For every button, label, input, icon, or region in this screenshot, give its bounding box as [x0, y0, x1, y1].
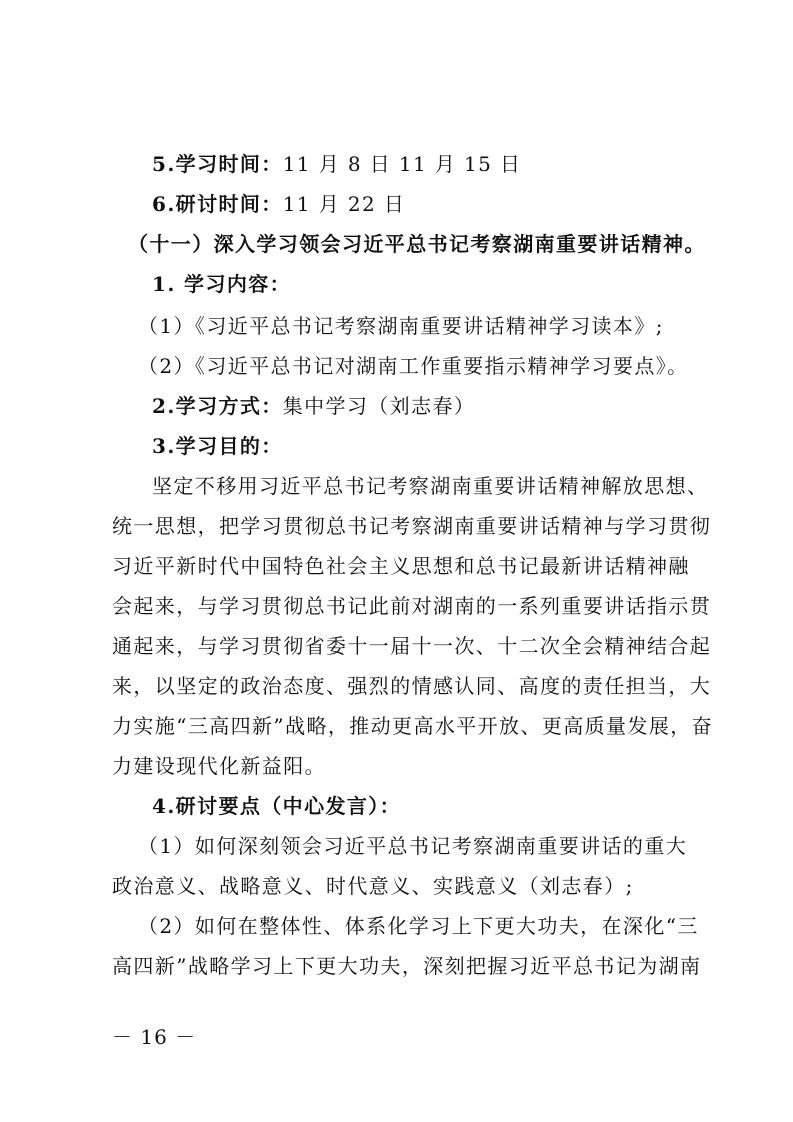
discussion-paragraph-line: （1）如何深刻领会习近平总书记考察湖南重要讲话的重大 — [138, 834, 688, 858]
study-purpose-heading: 3.学习目的： — [152, 434, 283, 458]
study-method-value: 集中学习（刘志春） — [282, 394, 476, 418]
purpose-paragraph-line: 来，以坚定的政治态度、强烈的情感认同、高度的责任担当，大 — [112, 674, 712, 698]
page-number: － 16 － — [112, 1025, 197, 1049]
study-method-label: 2.学习方式： — [152, 394, 283, 418]
purpose-paragraph-line: 统一思想，把学习贯彻总书记考察湖南重要讲话精神与学习贯彻 — [112, 514, 712, 538]
study-time-value: 11 月 8 日 11 月 15 日 — [282, 152, 522, 176]
discussion-time-line — [152, 192, 742, 216]
purpose-paragraph-line: 坚定不移用习近平总书记考察湖南重要讲话精神解放思想、 — [152, 474, 709, 498]
section-11-title: （十一）深入学习领会习近平总书记考察湖南重要讲话精神。 — [128, 232, 706, 256]
study-content-item-1: （1）《习近平总书记考察湖南重要讲话精神学习读本》; — [138, 314, 664, 338]
discussion-paragraph-line: 高四新”战略学习上下更大功夫，深刻把握习近平总书记为湖南 — [112, 954, 702, 978]
study-content-heading: 1. 学习内容： — [152, 272, 292, 296]
discussion-paragraph-line: 政治意义、战略意义、时代意义、实践意义（刘志春）; — [112, 874, 634, 898]
study-content-item-2: （2）《习近平总书记对湖南工作重要指示精神学习要点》。 — [138, 354, 689, 378]
study-time-label: 5.学习时间： — [152, 152, 283, 176]
purpose-paragraph-line: 会起来，与学习贯彻总书记此前对湖南的一系列重要讲话指示贯 — [112, 594, 712, 618]
purpose-paragraph-line: 力建设现代化新益阳。 — [112, 754, 326, 778]
study-method-line — [152, 394, 742, 418]
discussion-time-value: 11 月 22 日 — [282, 192, 406, 216]
discussion-time-label: 6.研讨时间： — [152, 192, 283, 216]
purpose-paragraph-line: 力实施“三高四新”战略，推动更高水平开放、更高质量发展，奋 — [112, 714, 714, 738]
discussion-points-heading: 4.研讨要点（中心发言）： — [152, 794, 402, 818]
discussion-paragraph-line: （2）如何在整体性、体系化学习上下更大功夫，在深化“三 — [138, 914, 699, 938]
purpose-paragraph-line: 通起来，与学习贯彻省委十一届十一次、十二次全会精神结合起 — [112, 634, 712, 658]
study-time-line — [152, 152, 742, 176]
purpose-paragraph-line: 习近平新时代中国特色社会主义思想和总书记最新讲话精神融 — [112, 554, 690, 578]
